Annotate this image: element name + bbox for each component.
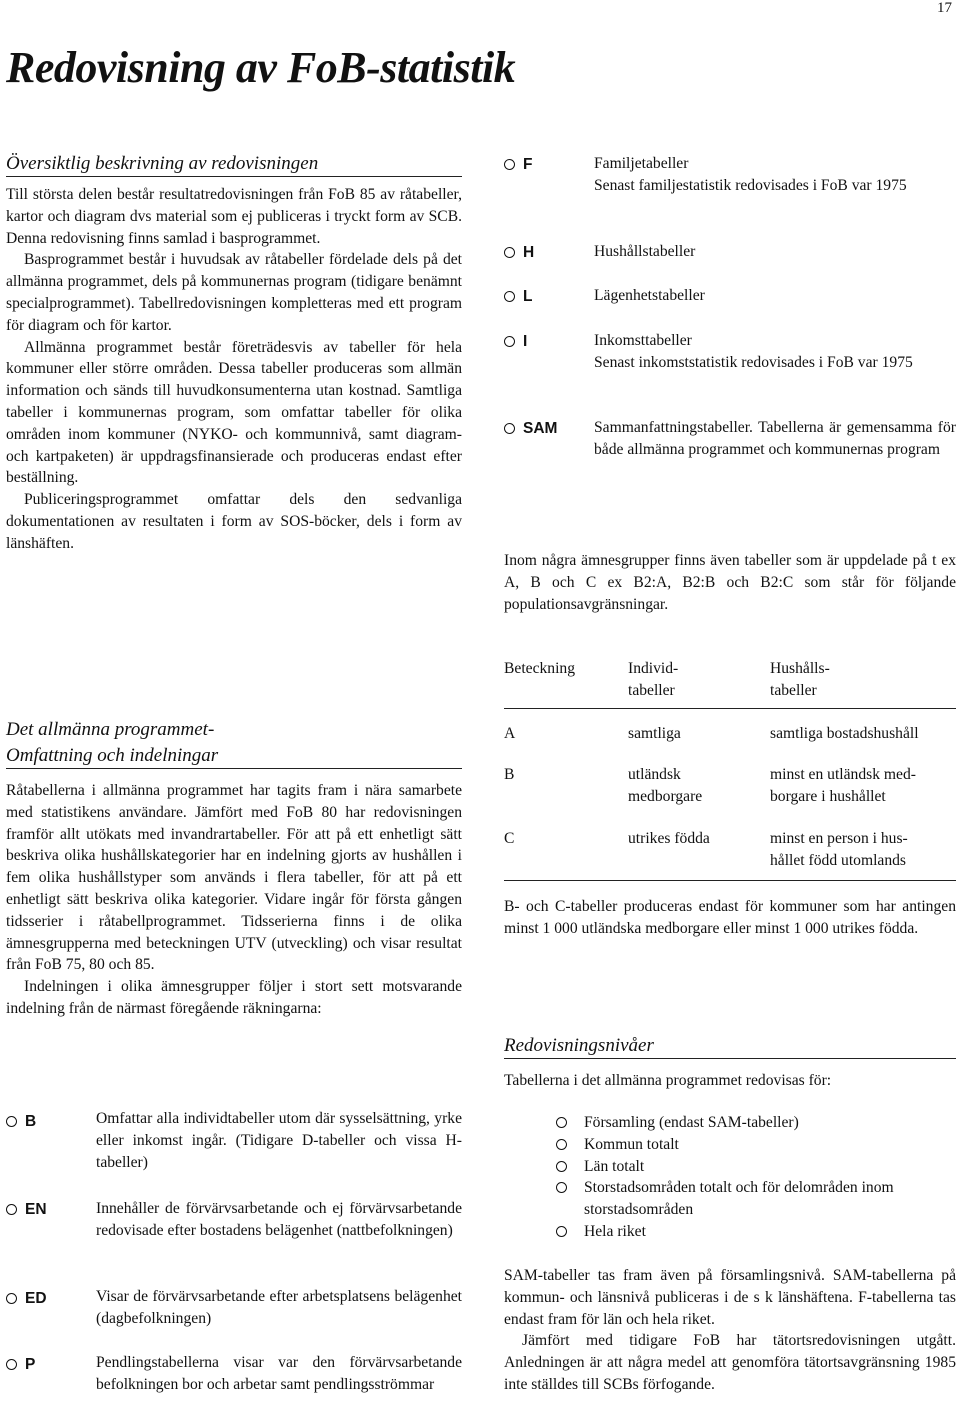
- group-b: B: [6, 1113, 36, 1131]
- paragraph: Basprogrammet består i huvudsak av råtabeller fördelade dels på det allmänna programmet, dels på kommunernas program (tidigare benämnt specialprogrammet). Tabellredovisningen kompletteras med ett program för diagram och för kartor.: [6, 251, 462, 334]
- paragraph: Indelningen i olika ämnesgrupper följer i stort sett motsvarande indelning från de närmast föregående räkningarna:: [6, 978, 462, 1017]
- overview-heading: Översiktlig beskrivning av redovisningen: [6, 152, 462, 177]
- group-i-text: Inkomsttabeller Senast inkomststatistik redovisades i FoB var 1975: [594, 332, 913, 371]
- table-row: [504, 709, 956, 745]
- circle-bullet-icon: [6, 1116, 17, 1127]
- overview-text: [6, 184, 462, 555]
- paragraph: Publiceringsprogrammet omfattar dels den sedvanliga dokumentationen av resultaten i form av SOS-böcker, dels i form av länshäften.: [6, 491, 462, 552]
- table-header: Beteckning: [504, 660, 576, 677]
- table-row: [504, 744, 956, 808]
- table-divider: [504, 880, 956, 881]
- circle-bullet-icon: [6, 1293, 17, 1304]
- table-cell: minst en utländsk med- borgare i hushållet: [770, 766, 916, 806]
- circle-bullet-icon: [556, 1117, 567, 1128]
- group-b-text: Omfattar alla individtabeller utom där sysselsättning, yrke eller inkomst ingår. (Tidigare D-tabeller och vissa H-tabeller): [96, 1110, 462, 1171]
- population-intro: Inom några ämnesgrupper finns även tabeller som är uppdelade på t ex A, B och C ex B2:A, B2:B och B2:C som står för följande populationsavgränsningar.: [504, 552, 956, 613]
- table-header: Individ- tabeller: [628, 660, 679, 699]
- general-heading-line-1: Det allmänna programmet-: [6, 719, 215, 740]
- list-item: Hela riket: [556, 1221, 946, 1243]
- group-ed: ED: [6, 1290, 47, 1308]
- group-en: EN: [6, 1201, 47, 1219]
- circle-bullet-icon: [6, 1359, 17, 1370]
- paragraph: Till största delen består resultatredovisningen från FoB 85 av råtabeller, kartor och diagram dvs material som ej publiceras i tryckt form av SCB. Denna redovisning finns samlad i basprogrammet.: [6, 186, 462, 247]
- circle-bullet-icon: [504, 247, 515, 258]
- list-item: Kommun totalt: [556, 1134, 946, 1156]
- general-heading-line-2: Omfattning och indelningar: [6, 744, 462, 769]
- list-item: Storstadsområden totalt och för delområden inom storstadsområden: [556, 1177, 946, 1221]
- page-number: 17: [937, 0, 952, 16]
- closing-text: [504, 1265, 956, 1396]
- group-h: H: [504, 244, 534, 262]
- group-ed-text: Visar de förvärvsarbetande efter arbetsplatsens belägenhet (dagbefolkningen): [96, 1288, 462, 1327]
- paragraph: SAM-tabeller tas fram även på församlingsnivå. SAM-tabellerna på kommun- och länsnivå publiceras i de s k länshäftena. F-tabellerna tas endast fram för län och hela riket.: [504, 1267, 956, 1328]
- circle-bullet-icon: [504, 423, 515, 434]
- table-header: Hushålls- tabeller: [770, 660, 830, 699]
- table-cell: minst en person i hus- hållet född utomlands: [770, 829, 908, 869]
- population-table: [504, 658, 956, 881]
- table-row: [504, 808, 956, 872]
- bc-note: B- och C-tabeller produceras endast för kommuner som har antingen minst 1 000 utländska medborgare eller minst 1 000 utrikes födda.: [504, 898, 956, 937]
- group-p: P: [6, 1356, 35, 1374]
- group-h-text: Hushållstabeller: [594, 243, 696, 260]
- group-i: I: [504, 333, 527, 351]
- group-sam: SAM: [504, 420, 557, 438]
- levels-heading: Redovisningsnivåer: [504, 1034, 956, 1059]
- circle-bullet-icon: [556, 1139, 567, 1150]
- group-l: L: [504, 288, 532, 306]
- circle-bullet-icon: [556, 1182, 567, 1193]
- group-f: F: [504, 156, 532, 174]
- group-sam-text: Sammanfattningstabeller. Tabellerna är gemensamma för både allmänna programmet och kommunernas program: [594, 419, 956, 458]
- circle-bullet-icon: [504, 159, 515, 170]
- table-cell: B: [504, 766, 515, 784]
- table-cell: samtliga bostadshushåll: [770, 724, 919, 742]
- table-cell: utländsk medborgare: [628, 766, 703, 806]
- circle-bullet-icon: [504, 291, 515, 302]
- list-item: Län totalt: [556, 1156, 946, 1178]
- table-cell: A: [504, 724, 516, 742]
- group-en-text: Innehåller de förvärvsarbetande och ej förvärvsarbetande redovisade efter bostadens belägenhet (nattbefolkningen): [96, 1200, 462, 1239]
- paragraph: Råtabellerna i allmänna programmet har tagits fram i nära samarbete med statistikens användare. Jämfört med FoB 80 har redovisningen framför allt utökats med invandrartabeller. För att på ett enhetligt sätt beskriva olika hushållskategorier har en indelning gjorts av hushållen i fem olika hushållstyper som används i flera tabeller, för att på ett enhetligt sätt beskriva olika kategorier. Vidare ingår för första gången tidsserier i råtabellprogrammet. Tidsserierna finns i de olika ämnesgrupperna med beteckningen UTV (utveckling) och visar resultat från FoB 75, 80 och 85.: [6, 782, 462, 974]
- levels-intro: Tabellerna i det allmänna programmet redovisas för:: [504, 1072, 832, 1089]
- page-title: Redovisning av FoB-statistik: [6, 43, 516, 92]
- group-f-text: Familjetabeller Senast familjestatistik redovisades i FoB var 1975: [594, 155, 907, 194]
- circle-bullet-icon: [556, 1226, 567, 1237]
- paragraph: Allmänna programmet består företrädesvis av tabeller för hela kommuner eller större områden. Dessa tabeller produceras som allmän information och sänds till huvudkonsumenterna utan kostnad. Samtliga tabeller i kommunernas program, som omfattar tabeller för olika områden inom kommuner (NYKO- och kommunnivå, samt diagram- och kartpaketen) är uppdragsfinansierade och produceras endast efter beställning.: [6, 338, 462, 487]
- table-header-row: [504, 658, 956, 702]
- table-cell: utrikes födda: [628, 829, 710, 847]
- paragraph: Jämfört med tidigare FoB har tätortsredovisningen utgått. Anledningen är att några medel att genomföra tätortsavgränsning 1985 inte ställdes till SCBs förfogande.: [504, 1332, 956, 1393]
- group-l-text: Lägenhetstabeller: [594, 287, 705, 304]
- circle-bullet-icon: [556, 1161, 567, 1172]
- group-p-text: Pendlingstabellerna visar var den förvärvsarbetande befolkningen bor och arbetar samt pendlingsströmmar: [96, 1354, 462, 1393]
- table-cell: C: [504, 829, 515, 847]
- table-cell: samtliga: [628, 724, 681, 742]
- circle-bullet-icon: [504, 336, 515, 347]
- levels-list: [556, 1112, 946, 1243]
- circle-bullet-icon: [6, 1204, 17, 1215]
- list-item: Församling (endast SAM-tabeller): [556, 1112, 946, 1134]
- general-text: [6, 780, 462, 1020]
